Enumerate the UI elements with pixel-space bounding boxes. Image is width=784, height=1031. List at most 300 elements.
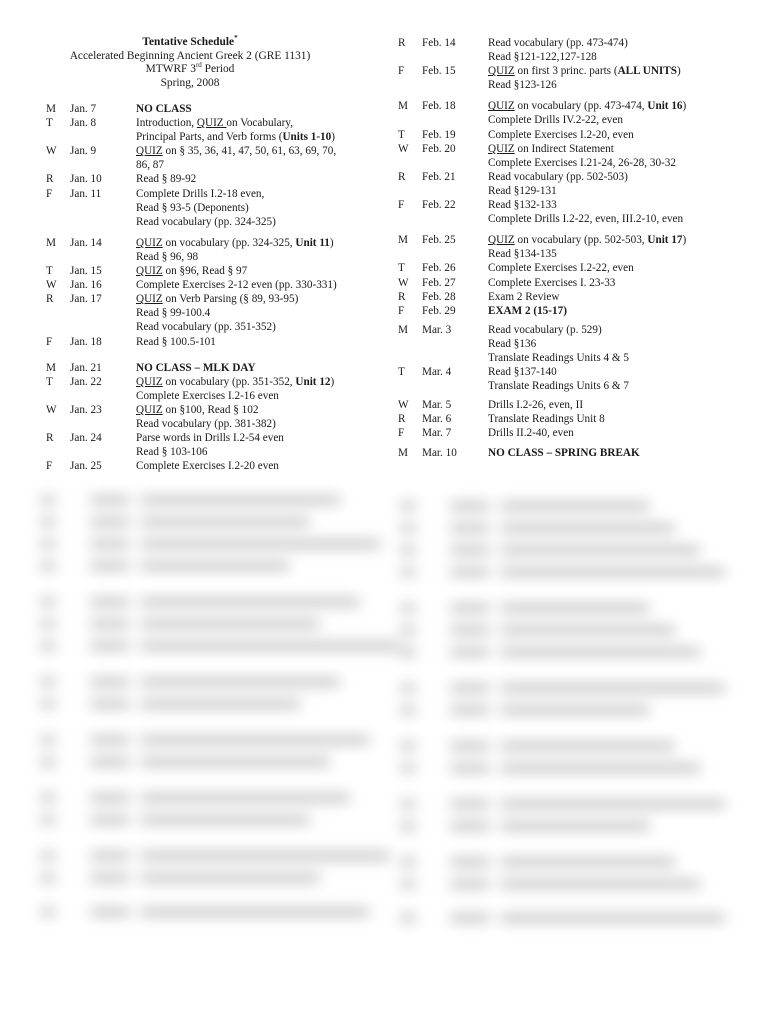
weekday: R xyxy=(398,170,406,183)
quiz-label: QUIZ xyxy=(488,100,515,113)
date: Jan. 25 xyxy=(70,460,102,473)
schedule-entry xyxy=(398,323,748,365)
assignment-line xyxy=(136,361,386,375)
bold-text: Unit 11 xyxy=(295,236,330,249)
blurred-text-line xyxy=(400,626,416,634)
blurred-text-line xyxy=(450,822,490,830)
blurred-text-line xyxy=(400,502,416,510)
schedule-entry xyxy=(46,459,386,473)
date: Mar. 7 xyxy=(422,427,452,440)
schedule-entry xyxy=(398,170,748,198)
weekday: F xyxy=(46,335,53,348)
schedule-entry xyxy=(398,99,748,127)
blurred-text-line xyxy=(90,598,130,606)
date: Jan. 9 xyxy=(70,145,97,158)
bold-text: ALL UNITS xyxy=(617,65,677,78)
assignment-list xyxy=(488,36,748,64)
assignment-line xyxy=(136,417,386,431)
blurred-text-line xyxy=(400,742,416,750)
assignment-text: Principal Parts, and Verb forms ( xyxy=(136,131,283,144)
assignment-text: on vocabulary (pp. 351-352, xyxy=(162,375,296,388)
assignment-line xyxy=(488,398,748,412)
assignment-line xyxy=(488,446,748,460)
assignment-list xyxy=(488,365,748,393)
assignment-line xyxy=(136,278,386,292)
blurred-text-line xyxy=(90,700,130,708)
blurred-text-line xyxy=(90,540,130,548)
assignment-list xyxy=(488,170,748,198)
assignment-line xyxy=(136,158,386,172)
blurred-text-line xyxy=(40,736,56,744)
assignment-line xyxy=(136,215,386,229)
blurred-text-line xyxy=(500,684,725,692)
assignment-text: Complete Exercises I.2-22, even xyxy=(488,262,634,275)
date: Jan. 11 xyxy=(70,187,102,200)
assignment-line xyxy=(136,130,386,144)
weekday: W xyxy=(46,279,57,292)
blurred-text-line xyxy=(40,598,56,606)
date: Mar. 6 xyxy=(422,413,452,426)
blurred-text-line xyxy=(140,598,360,606)
assignment-text: Complete Exercises I.21-24, 26-28, 30-32 xyxy=(488,156,676,169)
weekday: W xyxy=(398,142,409,155)
title-text: Tentative Schedule xyxy=(142,36,235,48)
assignment-line xyxy=(488,323,748,337)
schedule-entry xyxy=(398,64,748,92)
assignment-text: Translate Readings Unit 8 xyxy=(488,413,605,426)
assignment-text: ) xyxy=(330,375,335,388)
assignment-list xyxy=(488,233,748,261)
weekday: M xyxy=(46,361,56,374)
date: Jan. 21 xyxy=(70,361,102,374)
assignment-text: Complete Exercises I.2-20, even xyxy=(488,128,634,141)
date: Feb. 19 xyxy=(422,128,456,141)
blurred-text-line xyxy=(140,678,340,686)
assignment-list xyxy=(488,99,748,127)
blurred-text-line xyxy=(500,764,700,772)
assignment-line xyxy=(488,426,748,440)
blurred-text-line xyxy=(450,742,490,750)
blurred-text-line xyxy=(450,546,490,554)
assignment-line xyxy=(136,264,386,278)
course-name: Accelerated Beginning Ancient Greek 2 (GRE 1131) xyxy=(69,49,311,62)
assignment-line xyxy=(136,236,386,250)
date: Jan. 24 xyxy=(70,432,102,445)
assignment-text: Translate Readings Units 6 & 7 xyxy=(488,380,629,393)
schedule-entry xyxy=(46,236,386,264)
date: Jan. 23 xyxy=(70,403,102,416)
assignment-text: ) xyxy=(682,100,687,113)
term: Spring, 2008 xyxy=(160,76,220,89)
blurred-text-line xyxy=(90,758,130,766)
schedule-entry xyxy=(46,361,386,375)
assignment-line xyxy=(136,306,386,320)
weekday: M xyxy=(46,236,56,249)
quiz-label: QUIZ xyxy=(136,265,163,278)
blurred-text-line xyxy=(40,642,56,650)
blurred-text-line xyxy=(40,758,56,766)
date: Jan. 15 xyxy=(70,265,102,278)
schedule-entry xyxy=(46,292,386,334)
bold-text: Unit 16 xyxy=(647,100,683,113)
assignment-line xyxy=(136,144,386,158)
title-footnote-mark: * xyxy=(234,34,238,43)
assignment-text: on §100, Read § 102 xyxy=(162,403,259,416)
assignment-text: on § 35, 36, 41, 47, 50, 61, 63, 69, 70, xyxy=(162,145,337,158)
assignment-text: ) xyxy=(331,131,335,144)
blurred-text-line xyxy=(90,678,130,686)
weekday: T xyxy=(398,262,405,275)
assignment-list xyxy=(136,403,386,431)
bold-text: NO CLASS – SPRING BREAK xyxy=(488,446,640,459)
assignment-line xyxy=(136,187,386,201)
blurred-text-line xyxy=(140,758,330,766)
blurred-text-line xyxy=(450,800,490,808)
blurred-text-line xyxy=(140,700,300,708)
week-separator xyxy=(46,354,386,361)
blurred-text-line xyxy=(40,678,56,686)
blurred-text-line xyxy=(500,880,700,888)
assignment-text: 86, 87 xyxy=(136,159,164,172)
assignment-list xyxy=(488,261,748,275)
schedule-entry xyxy=(398,446,748,460)
assignment-line xyxy=(488,142,748,156)
blurred-text-line xyxy=(90,816,130,824)
assignment-text: ) xyxy=(676,65,681,78)
blurred-text-line xyxy=(450,914,490,922)
weekday: F xyxy=(398,427,405,440)
assignment-list xyxy=(488,198,748,226)
period-suffix: Period xyxy=(201,63,235,76)
schedule-entry xyxy=(46,264,386,278)
date: Feb. 25 xyxy=(422,234,456,247)
schedule-entry xyxy=(398,290,748,304)
assignment-list xyxy=(136,361,386,375)
assignment-list xyxy=(136,144,386,172)
assignment-list xyxy=(136,292,386,334)
assignment-line xyxy=(136,403,386,417)
blurred-text-line xyxy=(500,742,675,750)
blurred-text-line xyxy=(40,874,56,882)
blurred-text-line xyxy=(90,620,130,628)
assignment-line xyxy=(136,116,386,130)
assignment-line xyxy=(136,172,386,186)
class-period xyxy=(40,63,340,77)
blurred-text-line xyxy=(140,816,310,824)
date: Mar. 4 xyxy=(422,366,452,379)
blurred-text-line xyxy=(500,800,725,808)
weekday: R xyxy=(398,413,406,426)
assignment-line xyxy=(488,50,748,64)
bold-text: EXAM 2 (15-17) xyxy=(488,304,567,317)
assignment-text: Exam 2 Review xyxy=(488,290,560,303)
blurred-text-line xyxy=(140,736,370,744)
assignment-text: Read §134-135 xyxy=(488,248,557,261)
schedule-entry xyxy=(398,261,748,275)
blurred-text-line xyxy=(40,562,56,570)
assignment-text: on vocabulary (pp. 473-474, xyxy=(514,100,648,113)
blurred-text-line xyxy=(500,914,725,922)
weekday: W xyxy=(46,145,57,158)
week-separator xyxy=(46,229,386,236)
blurred-text-line xyxy=(500,706,650,714)
blurred-text-line xyxy=(140,874,320,882)
assignment-text: Read § 99-100.4 xyxy=(136,307,211,320)
blurred-text-line xyxy=(40,700,56,708)
assignment-line xyxy=(136,292,386,306)
blurred-text-line xyxy=(400,880,416,888)
date: Mar. 5 xyxy=(422,399,452,412)
blurred-text-line xyxy=(90,736,130,744)
assignment-list xyxy=(136,375,386,403)
blurred-text-line xyxy=(400,800,416,808)
date: Mar. 10 xyxy=(422,446,457,459)
blurred-text-line xyxy=(450,880,490,888)
assignment-list xyxy=(488,290,748,304)
assignment-line xyxy=(488,113,748,127)
schedule-entry xyxy=(46,102,386,116)
blurred-text-line xyxy=(500,822,650,830)
date: Jan. 7 xyxy=(70,103,97,115)
blurred-text-line xyxy=(450,568,490,576)
blurred-text-line xyxy=(140,496,340,504)
assignment-line xyxy=(136,375,386,389)
weekday: W xyxy=(398,399,409,412)
date: Feb. 14 xyxy=(422,37,456,49)
date: Feb. 21 xyxy=(422,170,456,183)
blurred-preview-region xyxy=(30,478,754,948)
date: Feb. 20 xyxy=(422,142,456,155)
assignment-line xyxy=(488,64,748,78)
blurred-text-line xyxy=(400,858,416,866)
assignment-text: Read § 93-5 (Deponents) xyxy=(136,201,249,214)
schedule-entry xyxy=(46,187,386,229)
assignment-text: Complete Drills I.2-22, even, III.2-10, even xyxy=(488,213,684,226)
schedule-entry xyxy=(46,403,386,431)
weekday: R xyxy=(46,173,54,186)
period-superscript: rd xyxy=(195,61,202,70)
schedule-entry xyxy=(398,412,748,426)
blurred-text-line xyxy=(140,518,310,526)
assignment-line xyxy=(488,156,748,170)
schedule-entry xyxy=(398,233,748,261)
blurred-text-line xyxy=(90,642,130,650)
date: Jan. 18 xyxy=(70,335,102,348)
date: Jan. 22 xyxy=(70,375,102,388)
assignment-list xyxy=(136,264,386,278)
assignment-text: Complete Drills IV.2-22, even xyxy=(488,114,623,127)
assignment-text: Complete Drills I.2-18 even, xyxy=(136,187,265,200)
weekday: F xyxy=(46,460,53,473)
weekday: M xyxy=(398,323,408,336)
assignment-line xyxy=(488,170,748,184)
assignment-line xyxy=(488,128,748,142)
assignment-text: on Vocabulary, xyxy=(226,117,294,130)
assignment-line xyxy=(488,261,748,275)
blurred-text-line xyxy=(400,546,416,554)
assignment-text: Read vocabulary (pp. 473-474) xyxy=(488,37,628,49)
schedule-column-left xyxy=(46,102,386,473)
blurred-text-line xyxy=(400,568,416,576)
assignment-line xyxy=(488,337,748,351)
quiz-label: QUIZ xyxy=(136,403,163,416)
bold-text: Unit 12 xyxy=(295,375,331,388)
blurred-text-line xyxy=(40,540,56,548)
blurred-text-line xyxy=(140,908,370,916)
schedule-entry xyxy=(398,142,748,170)
assignment-list xyxy=(488,446,748,460)
blurred-text-line xyxy=(450,706,490,714)
blurred-text-line xyxy=(400,604,416,612)
assignment-text: Read §136 xyxy=(488,337,537,350)
assignment-text: Read vocabulary (pp. 502-503) xyxy=(488,170,628,183)
assignment-line xyxy=(488,78,748,92)
quiz-label: QUIZ xyxy=(136,375,163,388)
schedule-entry xyxy=(398,36,748,64)
blurred-text-line xyxy=(90,794,130,802)
blurred-text-line xyxy=(400,684,416,692)
assignment-line xyxy=(488,379,748,393)
bold-text: Units 1-10 xyxy=(282,131,332,144)
assignment-list xyxy=(488,398,748,412)
assignment-list xyxy=(136,236,386,264)
schedule-entry xyxy=(46,278,386,292)
quiz-label: QUIZ xyxy=(488,65,515,78)
blurred-text-line xyxy=(40,518,56,526)
assignment-list xyxy=(488,142,748,170)
schedule-column-right xyxy=(398,36,748,460)
blurred-text-line xyxy=(40,852,56,860)
assignment-text: Read vocabulary (pp. 351-352) xyxy=(136,321,276,334)
blurred-text-line xyxy=(500,626,675,634)
blurred-text-line xyxy=(450,604,490,612)
blurred-text-line xyxy=(40,496,56,504)
assignment-list xyxy=(136,172,386,186)
date: Jan. 17 xyxy=(70,293,102,306)
quiz-label: QUIZ xyxy=(136,236,163,249)
assignment-text: Read vocabulary (pp. 324-325) xyxy=(136,215,276,228)
assignment-text: Complete Exercises I.2-20 even xyxy=(136,460,279,473)
assignment-line xyxy=(136,389,386,403)
period-prefix: MTWRF 3 xyxy=(145,63,196,76)
assignment-list xyxy=(488,64,748,92)
blurred-text-line xyxy=(90,874,130,882)
blurred-text-line xyxy=(90,496,130,504)
assignment-line xyxy=(488,99,748,113)
schedule-entry xyxy=(398,398,748,412)
quiz-label: QUIZ xyxy=(488,142,515,155)
assignment-line xyxy=(488,184,748,198)
schedule-title xyxy=(40,36,340,50)
weekday: T xyxy=(398,128,405,141)
weekday: R xyxy=(398,37,406,49)
assignment-text: ) xyxy=(329,236,334,249)
assignment-line xyxy=(488,198,748,212)
assignment-line xyxy=(488,290,748,304)
assignment-list xyxy=(488,412,748,426)
blurred-text-line xyxy=(90,852,130,860)
weekday: T xyxy=(46,375,53,388)
assignment-text: Read vocabulary (p. 529) xyxy=(488,323,602,336)
assignment-text: on vocabulary (pp. 324-325, xyxy=(162,236,296,249)
schedule-entry xyxy=(46,335,386,349)
schedule-entry xyxy=(398,426,748,440)
assignment-line xyxy=(136,459,386,473)
blurred-text-line xyxy=(500,524,675,532)
blurred-text-line xyxy=(40,620,56,628)
assignment-list xyxy=(136,459,386,473)
date: Mar. 3 xyxy=(422,323,452,336)
assignment-text: Read §129-131 xyxy=(488,184,557,197)
weekday: R xyxy=(398,290,406,303)
blurred-text-line xyxy=(500,546,700,554)
assignment-line xyxy=(136,335,386,349)
assignment-text: Read §121-122,127-128 xyxy=(488,51,597,64)
blurred-text-line xyxy=(450,626,490,634)
week-separator xyxy=(398,92,748,99)
weekday: W xyxy=(46,403,57,416)
assignment-line xyxy=(488,412,748,426)
date: Jan. 14 xyxy=(70,236,102,249)
blurred-text-line xyxy=(140,642,400,650)
blurred-text-line xyxy=(400,822,416,830)
bold-text: Unit 17 xyxy=(647,234,683,247)
assignment-text: on Verb Parsing (§ 89, 93-95) xyxy=(162,293,299,306)
weekday: T xyxy=(46,117,53,130)
blurred-text-line xyxy=(500,568,725,576)
blurred-text-line xyxy=(500,858,675,866)
assignment-text: on first 3 princ. parts ( xyxy=(514,65,618,78)
bold-text: NO CLASS xyxy=(136,103,192,115)
assignment-list xyxy=(136,187,386,229)
assignment-line xyxy=(136,250,386,264)
assignment-text: Read §137-140 xyxy=(488,366,557,379)
blurred-text-line xyxy=(500,648,700,656)
schedule-entry xyxy=(46,144,386,172)
assignment-text: Drills II.2-40, even xyxy=(488,427,574,440)
quiz-label: QUIZ xyxy=(488,234,515,247)
date: Feb. 22 xyxy=(422,199,456,212)
bold-text: NO CLASS – MLK DAY xyxy=(136,361,256,374)
quiz-label: QUIZ xyxy=(136,145,163,158)
week-separator xyxy=(398,226,748,233)
weekday: T xyxy=(398,366,405,379)
schedule-entry xyxy=(398,128,748,142)
schedule-entry xyxy=(398,304,748,318)
blurred-text-line xyxy=(450,502,490,510)
blurred-text-line xyxy=(40,816,56,824)
blurred-text-line xyxy=(140,540,380,548)
blurred-text-line xyxy=(500,604,650,612)
assignment-text: Read §123-126 xyxy=(488,79,557,92)
weekday: M xyxy=(398,234,408,247)
assignment-text: on vocabulary (pp. 502-503, xyxy=(514,234,648,247)
date: Jan. 16 xyxy=(70,279,102,292)
assignment-line xyxy=(488,304,748,318)
assignment-text: Introduction, xyxy=(136,117,197,130)
weekday: M xyxy=(398,100,408,113)
schedule-entry xyxy=(46,375,386,403)
blurred-text-line xyxy=(90,908,130,916)
assignment-text: on Indirect Statement xyxy=(514,142,614,155)
schedule-entry xyxy=(46,116,386,144)
schedule-entry xyxy=(46,172,386,186)
schedule-header xyxy=(40,36,340,90)
weekday: R xyxy=(46,432,54,445)
date: Jan. 10 xyxy=(70,173,102,186)
blurred-text-line xyxy=(400,648,416,656)
assignment-line xyxy=(488,351,748,365)
